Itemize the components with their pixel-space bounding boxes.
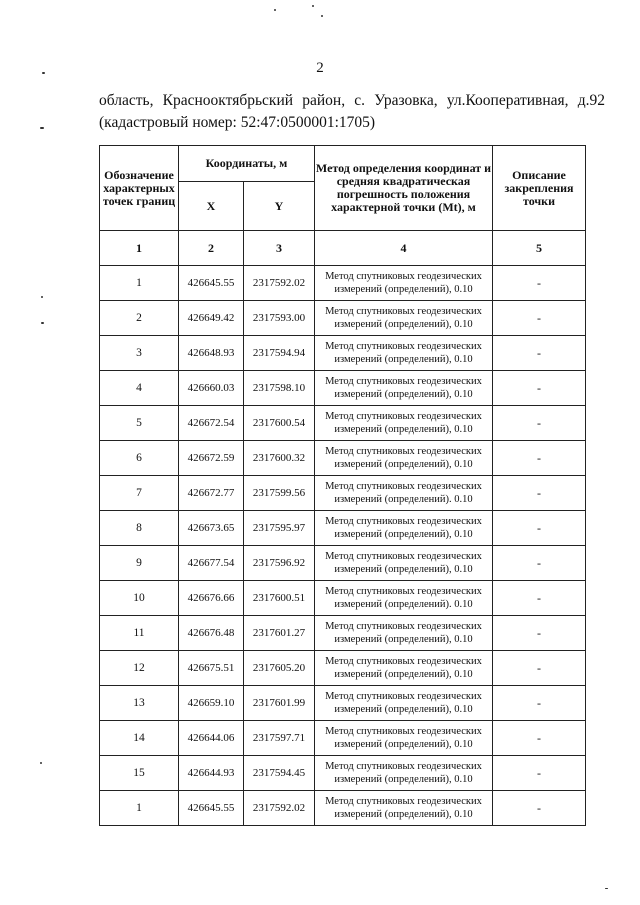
method-line: Метод спутниковых геодезических	[325, 726, 482, 737]
method-cell	[315, 441, 493, 476]
y-coordinate-cell: 2317597.71	[244, 721, 315, 756]
point-id-cell: 2	[100, 301, 179, 336]
description-cell: -	[493, 721, 586, 756]
x-coordinate-cell: 426644.93	[179, 756, 244, 791]
y-coordinate-cell: 2317595.97	[244, 511, 315, 546]
method-cell	[315, 406, 493, 441]
table-row	[100, 791, 586, 826]
x-coordinate-cell: 426675.51	[179, 651, 244, 686]
method-line: измерений (определений), 0.10	[334, 634, 473, 645]
method-cell	[315, 336, 493, 371]
method-line: измерений (определений), 0.10	[334, 809, 473, 820]
address-paragraph	[99, 90, 605, 134]
address-word: Уразовка,	[374, 92, 438, 109]
method-cell	[315, 686, 493, 721]
method-line: Метод спутниковых геодезических	[325, 796, 482, 807]
method-line: Метод спутниковых геодезических	[325, 516, 482, 527]
description-cell: -	[493, 336, 586, 371]
y-coordinate-cell: 2317592.02	[244, 791, 315, 826]
table-row	[100, 651, 586, 686]
description-cell: -	[493, 476, 586, 511]
x-coordinate-cell: 426649.42	[179, 301, 244, 336]
header-description: Описание закрепления точки	[493, 146, 586, 231]
table-row	[100, 616, 586, 651]
scan-speck	[41, 322, 44, 324]
method-line: измерений (определений), 0.10	[334, 669, 473, 680]
x-coordinate-cell: 426659.10	[179, 686, 244, 721]
method-cell	[315, 266, 493, 301]
method-cell	[315, 581, 493, 616]
method-cell	[315, 476, 493, 511]
method-line: измерений (определений), 0.10	[334, 319, 473, 330]
method-line: Метод спутниковых геодезических	[325, 446, 482, 457]
description-cell: -	[493, 406, 586, 441]
table-row	[100, 301, 586, 336]
point-id-cell: 11	[100, 616, 179, 651]
description-cell: -	[493, 756, 586, 791]
table-row	[100, 511, 586, 546]
method-line: Метод спутниковых геодезических	[325, 691, 482, 702]
header-method: Метод определения координат и средняя квадратическая погрешность положения характерной точки (Mt), м	[315, 146, 493, 231]
method-line: измерений (определений), 0.10	[334, 774, 473, 785]
y-coordinate-cell: 2317593.00	[244, 301, 315, 336]
header-point-designation: Обозначение характерных точек границ	[100, 146, 179, 231]
method-cell	[315, 756, 493, 791]
point-id-cell: 10	[100, 581, 179, 616]
method-line: измерений (определений), 0.10	[334, 564, 473, 575]
point-id-cell: 1	[100, 791, 179, 826]
method-cell	[315, 511, 493, 546]
point-id-cell: 14	[100, 721, 179, 756]
x-coordinate-cell: 426645.55	[179, 266, 244, 301]
method-line: измерений (определений), 0.10	[334, 424, 473, 435]
method-cell	[315, 616, 493, 651]
method-cell	[315, 301, 493, 336]
address-word: район,	[302, 92, 346, 109]
y-coordinate-cell: 2317599.56	[244, 476, 315, 511]
address-word: ул.Кооперативная,	[446, 92, 569, 109]
x-coordinate-cell: 426677.54	[179, 546, 244, 581]
scan-speck	[321, 15, 323, 17]
description-cell: -	[493, 371, 586, 406]
point-id-cell: 8	[100, 511, 179, 546]
method-cell	[315, 546, 493, 581]
point-id-cell: 13	[100, 686, 179, 721]
description-cell: -	[493, 581, 586, 616]
x-coordinate-cell: 426672.54	[179, 406, 244, 441]
point-id-cell: 4	[100, 371, 179, 406]
y-coordinate-cell: 2317600.51	[244, 581, 315, 616]
column-number-row	[100, 231, 586, 266]
address-word: с.	[354, 92, 366, 109]
method-line: измерений (определений). 0.10	[334, 494, 473, 505]
point-id-cell: 1	[100, 266, 179, 301]
column-number: 1	[100, 231, 179, 266]
method-line: Метод спутниковых геодезических	[325, 586, 482, 597]
point-id-cell: 9	[100, 546, 179, 581]
method-cell	[315, 791, 493, 826]
method-line: Метод спутниковых геодезических	[325, 376, 482, 387]
y-coordinate-cell: 2317600.54	[244, 406, 315, 441]
method-cell	[315, 721, 493, 756]
cadastral-number-line: (кадастровый номер: 52:47:0500001:1705)	[99, 114, 376, 131]
scan-speck	[274, 9, 276, 11]
x-coordinate-cell: 426648.93	[179, 336, 244, 371]
method-line: измерений (определений), 0.10	[334, 284, 473, 295]
header-y: Y	[244, 182, 315, 231]
table-row	[100, 546, 586, 581]
point-id-cell: 15	[100, 756, 179, 791]
header-x: X	[179, 182, 244, 231]
table-row	[100, 686, 586, 721]
table-row	[100, 441, 586, 476]
description-cell: -	[493, 511, 586, 546]
method-line: Метод спутниковых геодезических	[325, 551, 482, 562]
y-coordinate-cell: 2317600.32	[244, 441, 315, 476]
y-coordinate-cell: 2317605.20	[244, 651, 315, 686]
table-row	[100, 336, 586, 371]
scan-speck	[41, 296, 43, 298]
description-cell: -	[493, 266, 586, 301]
y-coordinate-cell: 2317592.02	[244, 266, 315, 301]
description-cell: -	[493, 301, 586, 336]
method-line: Метод спутниковых геодезических	[325, 271, 482, 282]
y-coordinate-cell: 2317594.94	[244, 336, 315, 371]
method-cell	[315, 371, 493, 406]
scan-speck	[605, 888, 608, 889]
point-id-cell: 6	[100, 441, 179, 476]
y-coordinate-cell: 2317596.92	[244, 546, 315, 581]
y-coordinate-cell: 2317601.27	[244, 616, 315, 651]
address-line	[99, 90, 605, 112]
method-line: Метод спутниковых геодезических	[325, 761, 482, 772]
method-cell	[315, 651, 493, 686]
scan-speck	[312, 5, 314, 7]
method-line: измерений (определений), 0.10	[334, 459, 473, 470]
x-coordinate-cell: 426676.66	[179, 581, 244, 616]
x-coordinate-cell: 426645.55	[179, 791, 244, 826]
y-coordinate-cell: 2317601.99	[244, 686, 315, 721]
column-number: 4	[315, 231, 493, 266]
method-line: измерений (определений), 0.10	[334, 739, 473, 750]
method-line: измерений (определений). 0.10	[334, 599, 473, 610]
page-number: 2	[316, 60, 324, 76]
point-id-cell: 3	[100, 336, 179, 371]
scan-speck	[40, 127, 44, 129]
method-line: измерений (определений), 0.10	[334, 529, 473, 540]
column-number: 5	[493, 231, 586, 266]
address-word: область,	[99, 92, 154, 109]
table-row	[100, 476, 586, 511]
address-word: д.92	[577, 92, 605, 109]
method-line: Метод спутниковых геодезических	[325, 411, 482, 422]
column-number: 2	[179, 231, 244, 266]
description-cell: -	[493, 651, 586, 686]
point-id-cell: 7	[100, 476, 179, 511]
x-coordinate-cell: 426672.59	[179, 441, 244, 476]
description-cell: -	[493, 546, 586, 581]
description-cell: -	[493, 791, 586, 826]
table-row	[100, 406, 586, 441]
y-coordinate-cell: 2317594.45	[244, 756, 315, 791]
method-line: Метод спутниковых геодезических	[325, 621, 482, 632]
point-id-cell: 12	[100, 651, 179, 686]
method-line: Метод спутниковых геодезических	[325, 656, 482, 667]
method-line: Метод спутниковых геодезических	[325, 306, 482, 317]
table-row	[100, 756, 586, 791]
x-coordinate-cell: 426644.06	[179, 721, 244, 756]
table-row	[100, 371, 586, 406]
description-cell: -	[493, 616, 586, 651]
method-line: Метод спутниковых геодезических	[325, 341, 482, 352]
table-row	[100, 581, 586, 616]
address-word: Краснооктябрьский	[162, 92, 294, 109]
x-coordinate-cell: 426673.65	[179, 511, 244, 546]
column-number: 3	[244, 231, 315, 266]
method-line: измерений (определений), 0.10	[334, 389, 473, 400]
table-row	[100, 721, 586, 756]
header-coordinates: Координаты, м	[179, 146, 315, 182]
method-line: Метод спутниковых геодезических	[325, 481, 482, 492]
y-coordinate-cell: 2317598.10	[244, 371, 315, 406]
x-coordinate-cell: 426660.03	[179, 371, 244, 406]
scan-speck	[40, 762, 42, 764]
x-coordinate-cell: 426676.48	[179, 616, 244, 651]
x-coordinate-cell: 426672.77	[179, 476, 244, 511]
method-line: измерений (определений), 0.10	[334, 354, 473, 365]
coordinates-table	[99, 145, 586, 826]
table-row	[100, 266, 586, 301]
point-id-cell: 5	[100, 406, 179, 441]
method-line: измерений (определений), 0.10	[334, 704, 473, 715]
description-cell: -	[493, 686, 586, 721]
description-cell: -	[493, 441, 586, 476]
